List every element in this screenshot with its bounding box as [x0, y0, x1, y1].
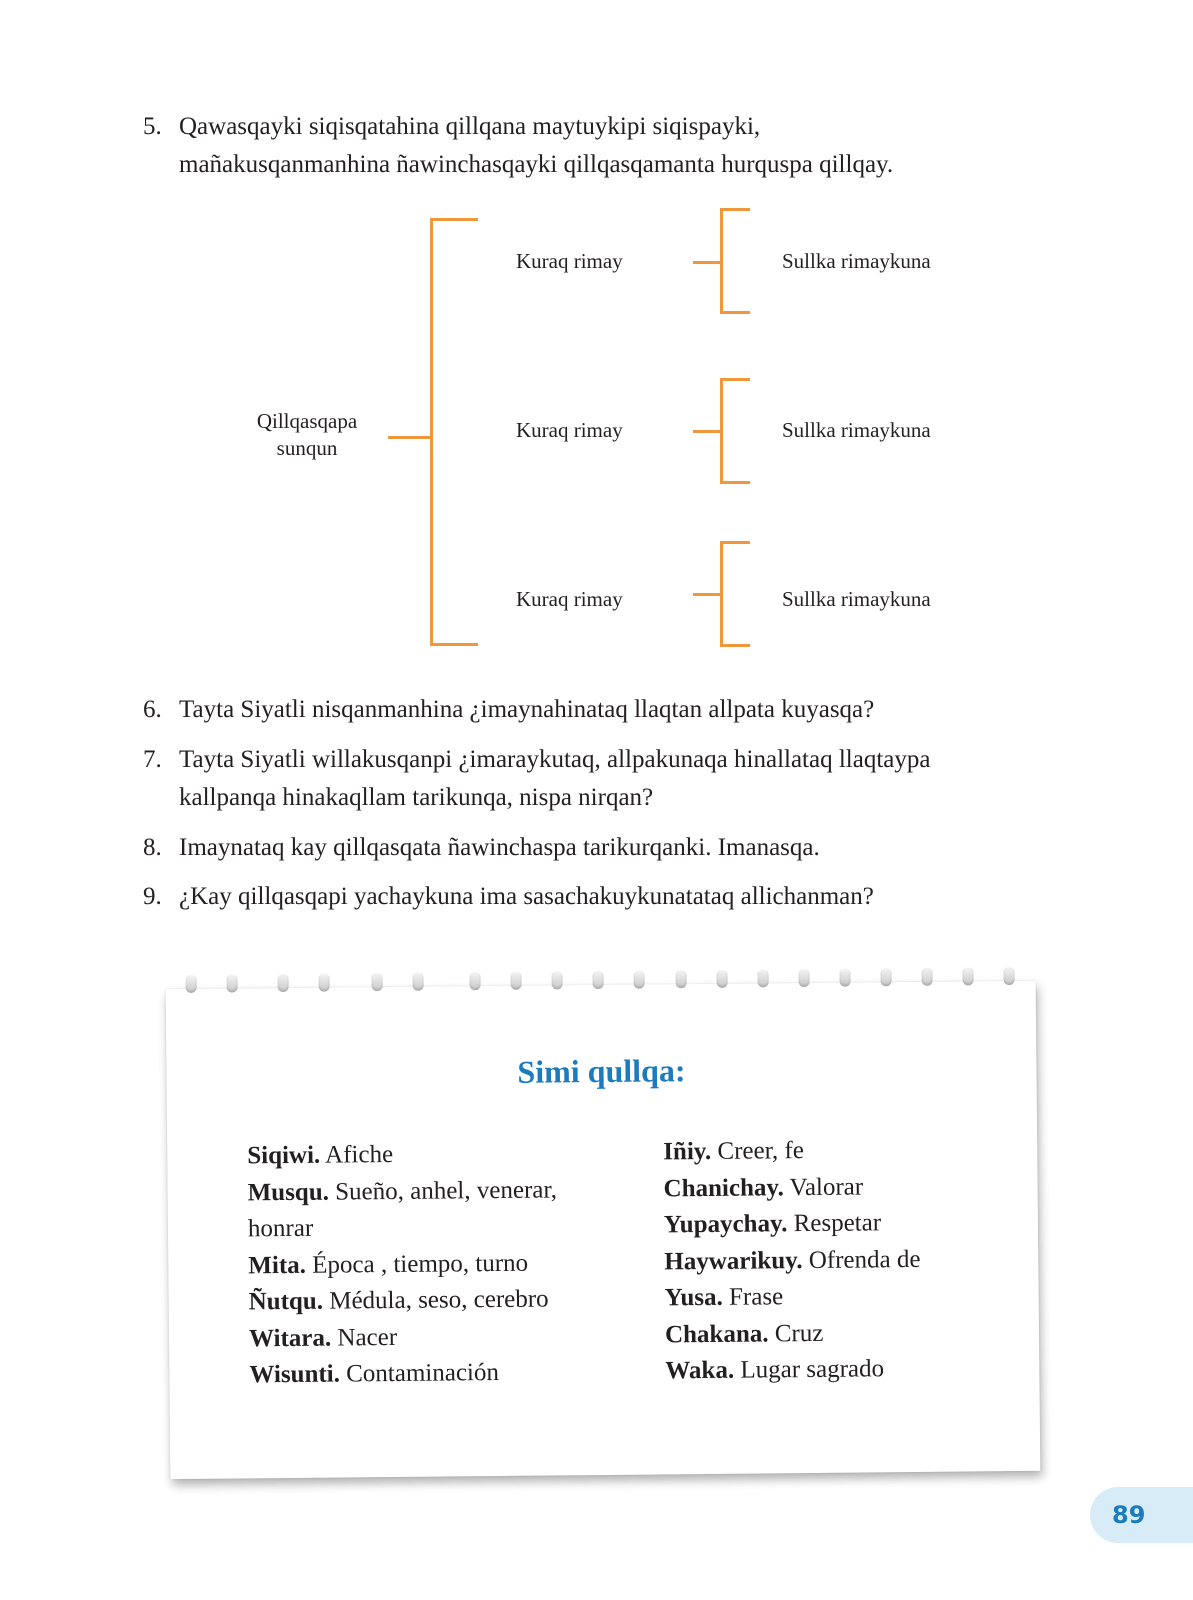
- question-7: [143, 741, 930, 817]
- glossary-entry: [665, 1313, 1025, 1353]
- diagram-connector-1: [693, 261, 723, 264]
- glossary-definition: Nacer: [331, 1323, 398, 1352]
- glossary-card: [166, 981, 1041, 1479]
- question-5: [143, 108, 893, 184]
- diagram-root-line-1: Qillqasqapa: [256, 409, 358, 433]
- question-text-line-2: kallpanqa hinakaqllam tarikunqa, nispa nirqan?: [179, 784, 654, 811]
- diagram-bracket-top: [430, 218, 478, 221]
- glossary-entry: [664, 1240, 1024, 1280]
- glossary-term: Siqiwi.: [247, 1141, 321, 1170]
- diagram-small-bracket-2: [720, 378, 723, 484]
- punch-hole: [413, 973, 424, 991]
- diagram-small-bracket-1-bottom: [720, 311, 750, 314]
- punch-hole: [372, 973, 383, 991]
- diagram-small-bracket-3-top: [720, 541, 750, 544]
- glossary-entry: [664, 1277, 1024, 1317]
- glossary-entry: [248, 1244, 638, 1284]
- diagram-small-bracket-3-bottom: [720, 644, 750, 647]
- glossary-definition: Sueño, anhel, venerar,: [328, 1175, 558, 1206]
- glossary-entry: [249, 1281, 639, 1321]
- question-text: ¿Kay qillqasqapi yachaykuna ima sasachakuykunatataq allichanman?: [179, 883, 874, 910]
- question-8: [143, 829, 820, 867]
- diagram-small-bracket-3: [720, 541, 723, 647]
- glossary-entry: [248, 1208, 638, 1248]
- glossary-definition: Afiche: [320, 1141, 394, 1169]
- punch-hole: [881, 968, 892, 986]
- glossary-term: Yusa.: [664, 1283, 723, 1312]
- page-number: [1090, 1487, 1193, 1543]
- diagram-small-bracket-2-bottom: [720, 481, 750, 484]
- diagram-main-label: Kuraq rimay: [516, 587, 623, 611]
- diagram-main-bracket: [430, 218, 433, 646]
- glossary-entry: [663, 1167, 1023, 1207]
- question-text: Imaynataq kay qillqasqata ñawinchaspa tarikurqanki. Imanasqa.: [179, 834, 820, 861]
- punch-hole: [676, 970, 687, 988]
- diagram-sub-label: Sullka rimaykuna: [782, 249, 931, 273]
- diagram-bracket-bottom: [430, 643, 478, 646]
- diagram-small-bracket-2-top: [720, 378, 750, 381]
- question-number: 8.: [143, 834, 162, 861]
- punch-hole: [758, 969, 769, 987]
- glossary-term: Witara.: [248, 1324, 332, 1352]
- punch-hole: [962, 967, 973, 985]
- glossary-left-column: [247, 1135, 639, 1394]
- punch-hole: [319, 974, 330, 992]
- punch-hole: [634, 971, 645, 989]
- glossary-term: Yupaychay.: [663, 1210, 788, 1239]
- question-text-line-1: Tayta Siyatli willakusqanpi ¿imaraykutaq, allpakunaqa hinallataq llaqtaypa: [179, 746, 931, 773]
- question-number: 7.: [143, 746, 162, 773]
- punch-hole: [511, 972, 522, 990]
- glossary-entry: [249, 1354, 639, 1394]
- punch-hole: [799, 969, 810, 987]
- diagram-sub-label: Sullka rimaykuna: [782, 587, 931, 611]
- diagram-small-bracket-1-top: [720, 208, 750, 211]
- punch-hole: [186, 975, 197, 993]
- question-9: [143, 878, 874, 916]
- glossary-definition: Época , tiempo, turno: [305, 1249, 529, 1279]
- glossary-entry: [664, 1204, 1024, 1244]
- glossary-title: Simi qullqa:: [517, 1052, 686, 1090]
- question-number: 6.: [143, 696, 162, 723]
- punch-hole: [278, 974, 289, 992]
- question-text: Tayta Siyatli nisqanmanhina ¿imaynahinataq llaqtan allpata kuyasqa?: [179, 696, 875, 723]
- glossary-term: Ñutqu.: [248, 1287, 324, 1316]
- punch-hole: [717, 970, 728, 988]
- diagram-root-connector: [388, 436, 433, 439]
- diagram-small-bracket-1: [720, 208, 723, 314]
- glossary-term: Waka.: [665, 1356, 735, 1385]
- glossary-definition: Frase: [722, 1283, 784, 1311]
- glossary-term: Musqu.: [247, 1178, 330, 1206]
- glossary-definition: Contaminación: [339, 1359, 500, 1388]
- glossary-definition: Ofrenda de: [802, 1245, 921, 1274]
- glossary-definition: Valorar: [783, 1173, 864, 1201]
- glossary-term: Haywarikuy.: [664, 1246, 803, 1275]
- question-text-line-2: mañakusqanmanhina ñawinchasqayki qillqasqamanta hurquspa qillqay.: [179, 151, 894, 178]
- glossary-term: Iñiy.: [663, 1137, 712, 1166]
- question-6: [143, 691, 874, 729]
- glossary-right-column: [663, 1131, 1025, 1390]
- diagram-main-label: Kuraq rimay: [516, 418, 623, 442]
- punch-hole: [1003, 967, 1014, 985]
- question-number: 5.: [143, 113, 162, 140]
- diagram-root-label: [237, 408, 377, 462]
- punch-hole: [593, 971, 604, 989]
- glossary-entry: [665, 1350, 1025, 1390]
- glossary-entry: [247, 1171, 637, 1211]
- glossary-entry: [663, 1131, 1023, 1171]
- glossary-term: Mita.: [248, 1251, 307, 1279]
- diagram-connector-3: [693, 593, 723, 596]
- page-number-text: 89: [1112, 1501, 1146, 1529]
- glossary-entry: [249, 1317, 639, 1357]
- glossary-definition: honrar: [247, 1214, 314, 1243]
- diagram-connector-2: [693, 430, 723, 433]
- glossary-entry: [247, 1135, 637, 1175]
- glossary-definition: Médula, seso, cerebro: [322, 1285, 549, 1315]
- glossary-definition: Respetar: [787, 1209, 882, 1238]
- glossary-definition: Creer, fe: [711, 1137, 805, 1165]
- diagram-sub-label: Sullka rimaykuna: [782, 418, 931, 442]
- punch-hole: [227, 974, 238, 992]
- question-number: 9.: [143, 883, 162, 910]
- diagram-main-label: Kuraq rimay: [516, 249, 623, 273]
- punch-hole: [552, 971, 563, 989]
- glossary-term: Chanichay.: [663, 1173, 784, 1202]
- glossary-term: Wisunti.: [249, 1360, 341, 1389]
- glossary-term: Chakana.: [664, 1319, 769, 1348]
- diagram-root-line-2: sunqun: [276, 436, 338, 460]
- glossary-definition: Lugar sagrado: [734, 1355, 885, 1384]
- glossary-definition: Cruz: [768, 1319, 824, 1347]
- punch-hole: [840, 969, 851, 987]
- punch-hole: [470, 972, 481, 990]
- punch-hole: [921, 968, 932, 986]
- question-text-line-1: Qawasqayki siqisqatahina qillqana maytuykipi siqispayki,: [179, 113, 761, 140]
